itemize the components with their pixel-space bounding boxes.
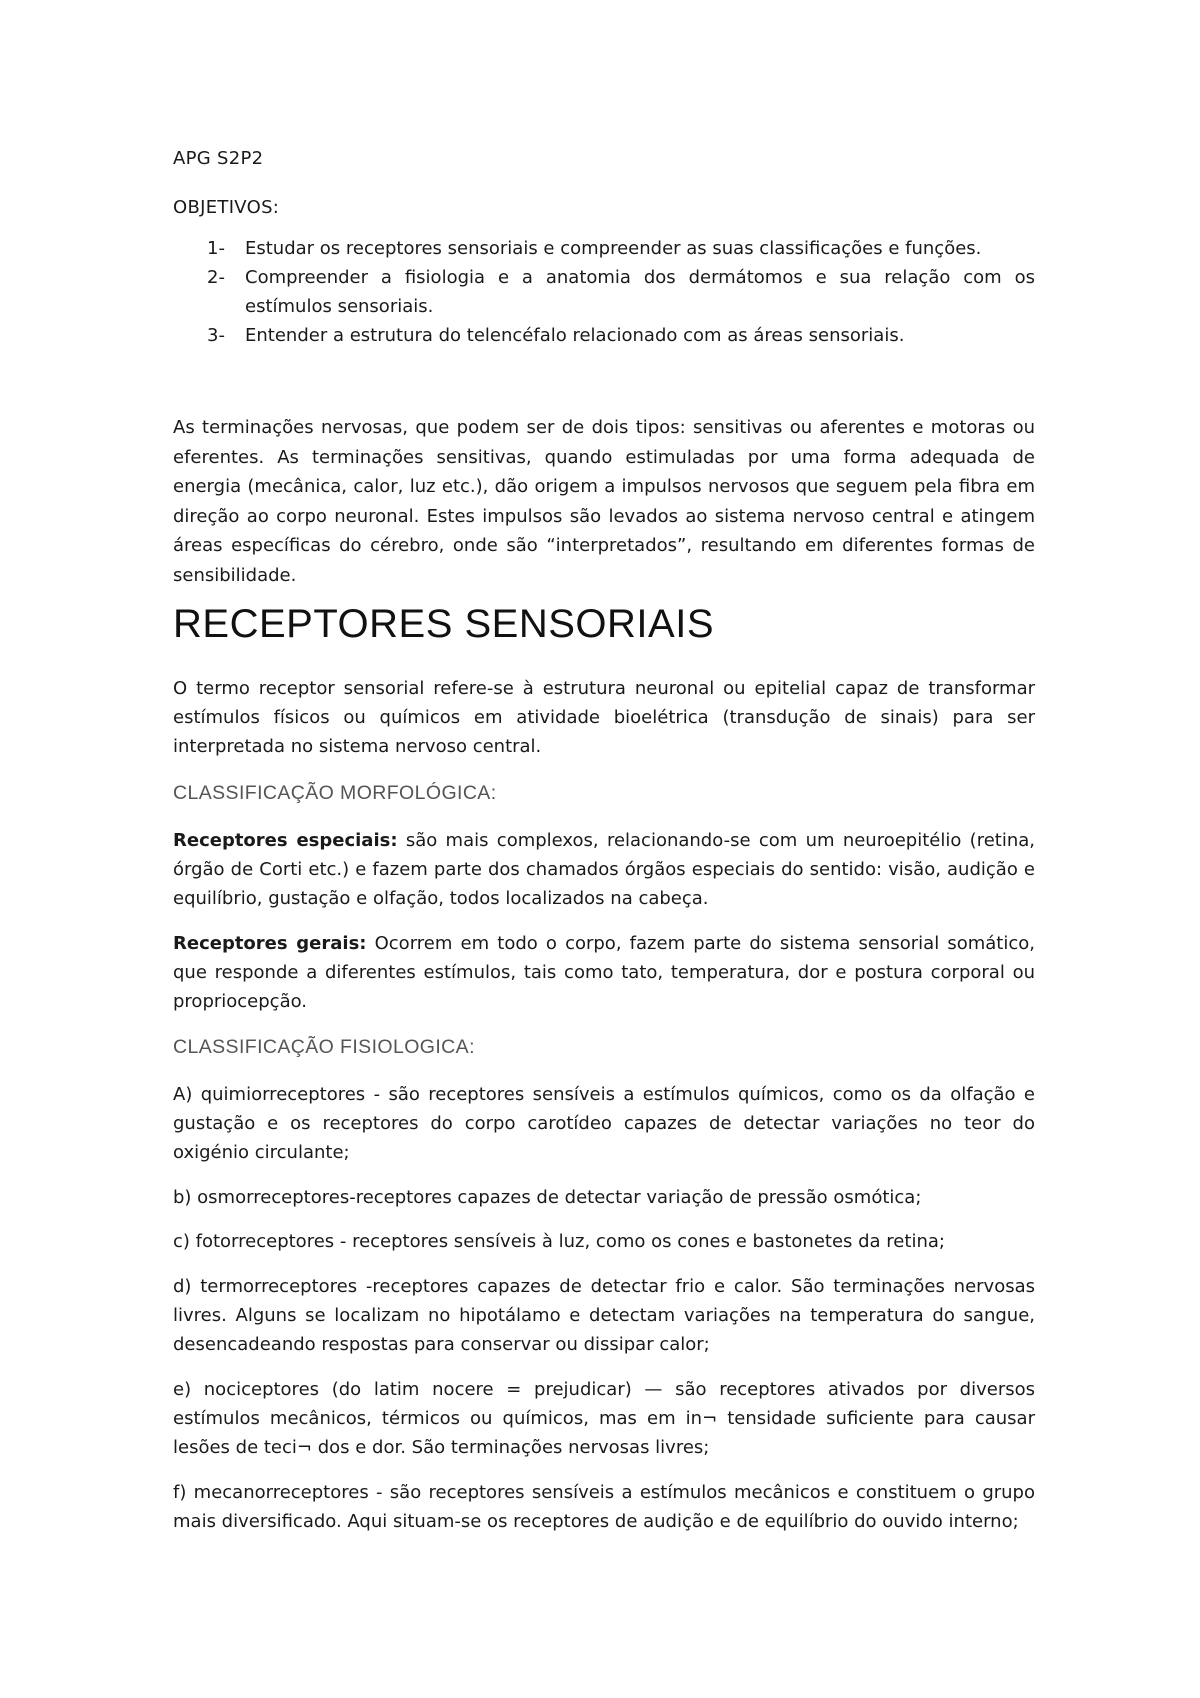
objective-item <box>173 321 1035 350</box>
general-receptors-lead: Receptores gerais: <box>173 933 367 954</box>
special-receptors-lead: Receptores especiais: <box>173 830 398 851</box>
list-item: A) quimiorreceptores - são receptores sensíveis a estímulos químicos, como os da olfação e gustação e os receptores do corpo carotídeo capazes de detectar variações no teor do oxigénio circulante; <box>173 1084 1035 1163</box>
objective-item <box>173 263 1035 321</box>
objectives-list <box>173 234 1035 350</box>
list-item: c) fotorreceptores - receptores sensíveis à luz, como os cones e bastonetes da retina; <box>173 1231 945 1252</box>
intro-paragraph: As terminações nervosas, que podem ser de dois tipos: sensitivas ou aferentes e motoras ou eferentes. As terminações sensitivas, quando estimuladas por uma forma adequada de energia (mecânica, calor, luz etc.), dão origem a impulsos nervosos que seguem pela fibra em direção ao corpo neuronal. Estes impulsos são levados ao sistema nervoso central e atingem áreas específicas do cérebro, onde são “interpretados”, resultando em diferentes formas de sensibilidade. <box>173 417 1035 586</box>
document-title: APG S2P2 <box>173 148 264 169</box>
special-receptors-paragraph <box>173 826 1035 913</box>
list-item: b) osmorreceptores-receptores capazes de detectar variação de pressão osmótica; <box>173 1187 922 1208</box>
objective-text: Estudar os receptores sensoriais e compreender as suas classificações e funções. <box>245 238 982 259</box>
objective-text: Compreender a fisiologia e a anatomia dos dermátomos e sua relação com os estímulos sensoriais. <box>245 267 1035 317</box>
physiological-classification-heading: CLASSIFICAÇÃO FISIOLOGICA: <box>173 1036 475 1058</box>
list-item: f) mecanorreceptores - são receptores sensíveis a estímulos mecânicos e constituem o grupo mais diversificado. Aqui situam-se os receptores de audição e de equilíbrio do ouvido interno; <box>173 1482 1035 1532</box>
list-item: d) termorreceptores -receptores capazes de detectar frio e calor. São terminações nervosas livres. Alguns se localizam no hipotálamo e detectam variações na temperatura do sangue, desencadeando respostas para conservar ou dissipar calor; <box>173 1276 1035 1355</box>
objective-text: Entender a estrutura do telencéfalo relacionado com as áreas sensoriais. <box>245 325 905 346</box>
objective-item <box>173 234 1035 263</box>
objective-number: 2- <box>207 267 225 288</box>
list-item: e) nociceptores (do latim nocere = prejudicar) — são receptores ativados por diversos estímulos mecânicos, térmicos ou químicos, mas em in¬ tensidade suficiente para causar lesões de teci¬ dos e dor. São terminações nervosas livres; <box>173 1379 1035 1458</box>
definition-paragraph: O termo receptor sensorial refere-se à estrutura neuronal ou epitelial capaz de transformar estímulos físicos ou químicos em atividade bioelétrica (transdução de sinais) para ser interpretada no sistema nervoso central. <box>173 678 1035 757</box>
objectives-label: OBJETIVOS: <box>173 197 280 218</box>
section-heading: RECEPTORES SENSORIAIS <box>173 602 715 646</box>
special-receptors-text: são mais complexos, relacionando-se com um neuroepitélio (retina, órgão de Corti etc.) e fazem parte dos chamados órgãos especiais do sentido: visão, audição e equilíbrio, gustação e olfação, todos localizados na cabeça. <box>173 830 1035 909</box>
objective-number: 1- <box>207 238 225 259</box>
objective-number: 3- <box>207 325 225 346</box>
general-receptors-text: Ocorrem em todo o corpo, fazem parte do sistema sensorial somático, que responde a diferentes estímulos, tais como tato, temperatura, dor e postura corporal ou propriocepção. <box>173 933 1035 1012</box>
general-receptors-paragraph <box>173 929 1035 1016</box>
morphological-classification-heading: CLASSIFICAÇÃO MORFOLÓGICA: <box>173 782 497 804</box>
